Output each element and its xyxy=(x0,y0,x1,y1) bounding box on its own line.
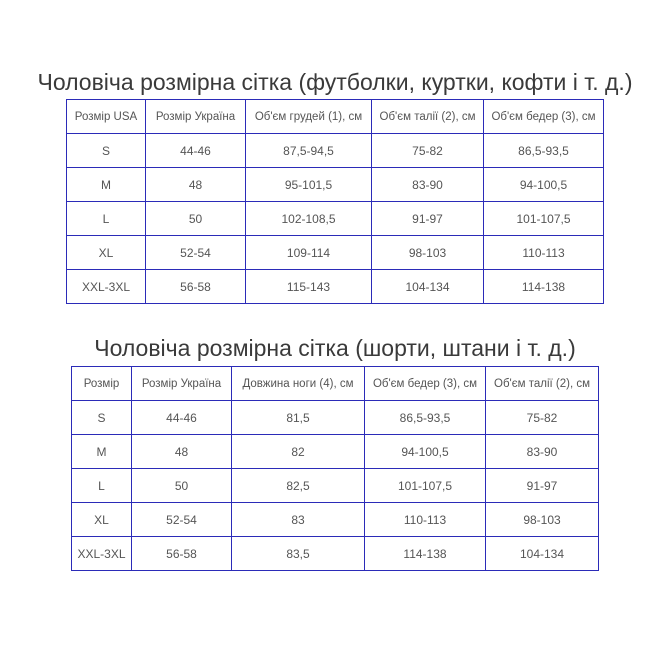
column-header: Розмір xyxy=(72,367,132,401)
size-chart-title-bottoms: Чоловіча розмірна сітка (шорти, штани і т. д.) xyxy=(94,335,576,362)
table-row xyxy=(67,236,604,270)
table-cell: 114-138 xyxy=(484,270,604,304)
size-table-tops xyxy=(66,99,604,304)
table-cell: 101-107,5 xyxy=(365,469,486,503)
table-row xyxy=(72,435,599,469)
table-cell: 83-90 xyxy=(486,435,599,469)
table-row xyxy=(67,270,604,304)
table-cell: 104-134 xyxy=(372,270,484,304)
column-header: Об'єм талії (2), см xyxy=(486,367,599,401)
table-row xyxy=(72,537,599,571)
table-cell: 86,5-93,5 xyxy=(365,401,486,435)
table-cell: XXL-3XL xyxy=(67,270,146,304)
table-cell: 86,5-93,5 xyxy=(484,134,604,168)
table-cell: 102-108,5 xyxy=(246,202,372,236)
table-row xyxy=(72,503,599,537)
table-cell: M xyxy=(72,435,132,469)
table-cell: 109-114 xyxy=(246,236,372,270)
table-cell: S xyxy=(67,134,146,168)
table-cell: 95-101,5 xyxy=(246,168,372,202)
table-cell: 94-100,5 xyxy=(484,168,604,202)
table-cell: 114-138 xyxy=(365,537,486,571)
column-header: Розмір Україна xyxy=(146,100,246,134)
table-cell: S xyxy=(72,401,132,435)
table-cell: 110-113 xyxy=(484,236,604,270)
table-row xyxy=(72,401,599,435)
table-cell: XL xyxy=(67,236,146,270)
table-header-row xyxy=(72,367,599,401)
table-cell: 48 xyxy=(146,168,246,202)
table-cell: M xyxy=(67,168,146,202)
table-cell: 82 xyxy=(232,435,365,469)
size-chart-title-tops: Чоловіча розмірна сітка (футболки, куртки, кофти і т. д.) xyxy=(37,69,633,96)
size-table-bottoms xyxy=(71,366,599,571)
table-cell: 44-46 xyxy=(146,134,246,168)
column-header: Довжина ноги (4), см xyxy=(232,367,365,401)
table-cell: 110-113 xyxy=(365,503,486,537)
table-cell: 98-103 xyxy=(372,236,484,270)
table-cell: 94-100,5 xyxy=(365,435,486,469)
table-cell: 91-97 xyxy=(486,469,599,503)
table-cell: 81,5 xyxy=(232,401,365,435)
table-row xyxy=(67,202,604,236)
column-header: Об'єм грудей (1), см xyxy=(246,100,372,134)
table-cell: 56-58 xyxy=(146,270,246,304)
column-header: Об'єм бедер (3), см xyxy=(365,367,486,401)
table-cell: 56-58 xyxy=(132,537,232,571)
table-cell: L xyxy=(67,202,146,236)
column-header: Розмір Україна xyxy=(132,367,232,401)
table-cell: XL xyxy=(72,503,132,537)
table-cell: 50 xyxy=(132,469,232,503)
table-cell: 52-54 xyxy=(132,503,232,537)
table-cell: 83 xyxy=(232,503,365,537)
table-cell: XXL-3XL xyxy=(72,537,132,571)
table-cell: 50 xyxy=(146,202,246,236)
table-cell: 115-143 xyxy=(246,270,372,304)
table-cell: 82,5 xyxy=(232,469,365,503)
table-cell: 75-82 xyxy=(486,401,599,435)
table-row xyxy=(67,134,604,168)
column-header: Об'єм бедер (3), см xyxy=(484,100,604,134)
table-header-row xyxy=(67,100,604,134)
table-row xyxy=(67,168,604,202)
table-cell: 104-134 xyxy=(486,537,599,571)
table-cell: 87,5-94,5 xyxy=(246,134,372,168)
table-cell: L xyxy=(72,469,132,503)
table-cell: 75-82 xyxy=(372,134,484,168)
column-header: Розмір USA xyxy=(67,100,146,134)
table-cell: 83,5 xyxy=(232,537,365,571)
table-cell: 83-90 xyxy=(372,168,484,202)
table-cell: 48 xyxy=(132,435,232,469)
table-cell: 91-97 xyxy=(372,202,484,236)
column-header: Об'єм талії (2), см xyxy=(372,100,484,134)
table-cell: 44-46 xyxy=(132,401,232,435)
table-row xyxy=(72,469,599,503)
table-cell: 52-54 xyxy=(146,236,246,270)
table-cell: 101-107,5 xyxy=(484,202,604,236)
table-cell: 98-103 xyxy=(486,503,599,537)
